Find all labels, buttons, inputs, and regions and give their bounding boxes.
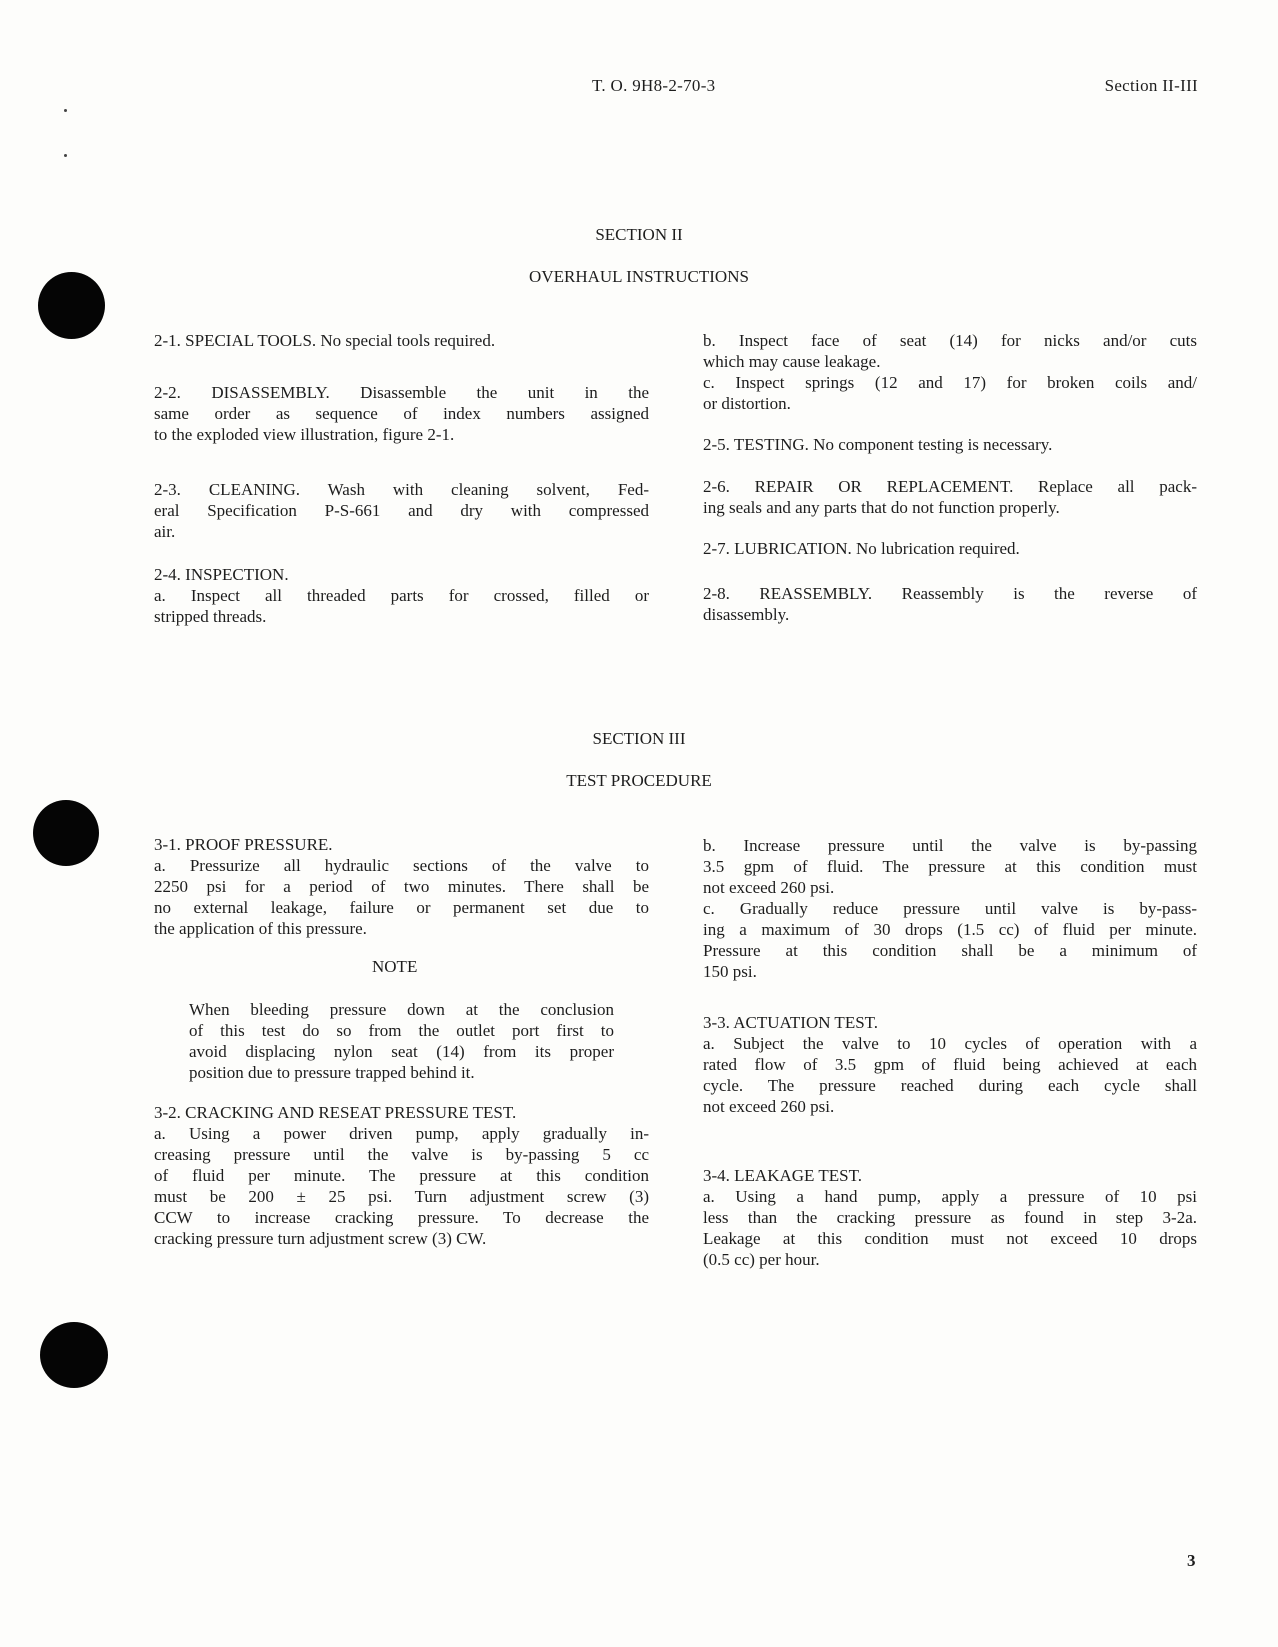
text-line: of this test do so from the outlet port first to <box>189 1021 614 1040</box>
text-line: 2250 psi for a period of two minutes. There shall be <box>154 877 649 896</box>
text-line: Pressure at this condition shall be a minimum of <box>703 941 1197 960</box>
paragraph-p2-5 <box>703 434 1197 455</box>
text-line: not exceed 260 psi. <box>703 1097 835 1116</box>
paragraph-p2-7 <box>703 538 1197 559</box>
paragraph-p3-3 <box>703 1012 1197 1117</box>
text-line: 3-4. LEAKAGE TEST. <box>703 1166 862 1185</box>
paragraph-p2-6 <box>703 476 1197 518</box>
text-line: same order as sequence of index numbers assigned <box>154 404 649 423</box>
text-line: (0.5 cc) per hour. <box>703 1250 820 1269</box>
text-line: b. Increase pressure until the valve is by-passing <box>703 836 1197 855</box>
text-line: to the exploded view illustration, figure 2-1. <box>154 425 455 444</box>
text-line: 2-3. CLEANING. Wash with cleaning solvent, Fed- <box>154 480 649 499</box>
paragraph-p2-8 <box>703 583 1197 625</box>
section-3-title: SECTION III <box>592 729 686 748</box>
text-line: position due to pressure trapped behind it. <box>189 1063 475 1082</box>
paragraph-p2-4 <box>154 564 649 627</box>
binder-hole <box>40 1322 108 1388</box>
text-line: When bleeding pressure down at the conclusion <box>189 1000 614 1019</box>
text-line: avoid displacing nylon seat (14) from its proper <box>189 1042 614 1061</box>
text-line: a. Subject the valve to 10 cycles of operation with a <box>703 1034 1197 1053</box>
paragraph-p2-1 <box>154 330 649 351</box>
text-line: eral Specification P-S-661 and dry with compressed <box>154 501 649 520</box>
text-line: less than the cracking pressure as found in step 3-2a. <box>703 1208 1197 1227</box>
text-line: a. Using a power driven pump, apply gradually in- <box>154 1124 649 1143</box>
section-2-subtitle: OVERHAUL INSTRUCTIONS <box>529 267 749 286</box>
paragraph-p3-2 <box>154 1102 649 1249</box>
text-line: the application of this pressure. <box>154 919 367 938</box>
note-heading: NOTE <box>372 957 418 976</box>
paragraph-p2-2 <box>154 382 649 445</box>
text-line: which may cause leakage. <box>703 352 881 371</box>
text-line: CCW to increase cracking pressure. To decrease the <box>154 1208 649 1227</box>
text-line: b. Inspect face of seat (14) for nicks and/or cuts <box>703 331 1197 350</box>
text-line: stripped threads. <box>154 607 267 626</box>
text-line: 2-4. INSPECTION. <box>154 565 289 584</box>
text-line: a. Pressurize all hydraulic sections of the valve to <box>154 856 649 875</box>
page-number: 3 <box>1187 1551 1196 1570</box>
paragraph-note-text <box>189 999 614 1083</box>
text-line: or distortion. <box>703 394 791 413</box>
text-line: Leakage at this condition must not exceed 10 drops <box>703 1229 1197 1248</box>
text-line: ing seals and any parts that do not function properly. <box>703 498 1060 517</box>
text-line: ing a maximum of 30 drops (1.5 cc) of fluid per minute. <box>703 920 1197 939</box>
text-line: of fluid per minute. The pressure at this condition <box>154 1166 649 1185</box>
text-line: c. Inspect springs (12 and 17) for broken coils and/ <box>703 373 1197 392</box>
text-line: 2-1. SPECIAL TOOLS. No special tools required. <box>154 331 496 350</box>
binder-hole <box>33 800 99 866</box>
text-line: 150 psi. <box>703 962 757 981</box>
text-line: 2-2. DISASSEMBLY. Disassemble the unit in the <box>154 383 649 402</box>
section-2-title: SECTION II <box>595 225 683 244</box>
text-line: air. <box>154 522 176 541</box>
text-line: 3.5 gpm of fluid. The pressure at this condition must <box>703 857 1197 876</box>
text-line: 2-8. REASSEMBLY. Reassembly is the reverse of <box>703 584 1197 603</box>
text-line: creasing pressure until the valve is by-passing 5 cc <box>154 1145 649 1164</box>
text-line: 2-7. LUBRICATION. No lubrication required. <box>703 539 1020 558</box>
section-3-subtitle: TEST PROCEDURE <box>566 771 712 790</box>
text-line: 3-1. PROOF PRESSURE. <box>154 835 333 854</box>
paragraph-p3-1 <box>154 834 649 939</box>
paragraph-p3-4 <box>703 1165 1197 1270</box>
paragraph-p2-3 <box>154 479 649 542</box>
section-reference: Section II-III <box>1104 76 1198 95</box>
text-line: cracking pressure turn adjustment screw (3) CW. <box>154 1229 487 1248</box>
text-line: a. Using a hand pump, apply a pressure of 10 psi <box>703 1187 1197 1206</box>
text-line: no external leakage, failure or permanent set due to <box>154 898 649 917</box>
text-line: 3-2. CRACKING AND RESEAT PRESSURE TEST. <box>154 1103 517 1122</box>
text-line: must be 200 ± 25 psi. Turn adjustment screw (3) <box>154 1187 649 1206</box>
text-line: disassembly. <box>703 605 790 624</box>
document-number: T. O. 9H8-2-70-3 <box>592 76 716 95</box>
text-line: a. Inspect all threaded parts for crossed, filled or <box>154 586 649 605</box>
paragraph-p3-2b <box>703 835 1197 982</box>
text-line: cycle. The pressure reached during each cycle shall <box>703 1076 1197 1095</box>
text-line: rated flow of 3.5 gpm of fluid being achieved at each <box>703 1055 1197 1074</box>
text-line: 3-3. ACTUATION TEST. <box>703 1013 879 1032</box>
paragraph-p2-4b <box>703 330 1197 414</box>
text-line: c. Gradually reduce pressure until valve is by-pass- <box>703 899 1197 918</box>
text-line: 2-5. TESTING. No component testing is necessary. <box>703 435 1053 454</box>
text-line: 2-6. REPAIR OR REPLACEMENT. Replace all pack- <box>703 477 1197 496</box>
text-line: not exceed 260 psi. <box>703 878 835 897</box>
